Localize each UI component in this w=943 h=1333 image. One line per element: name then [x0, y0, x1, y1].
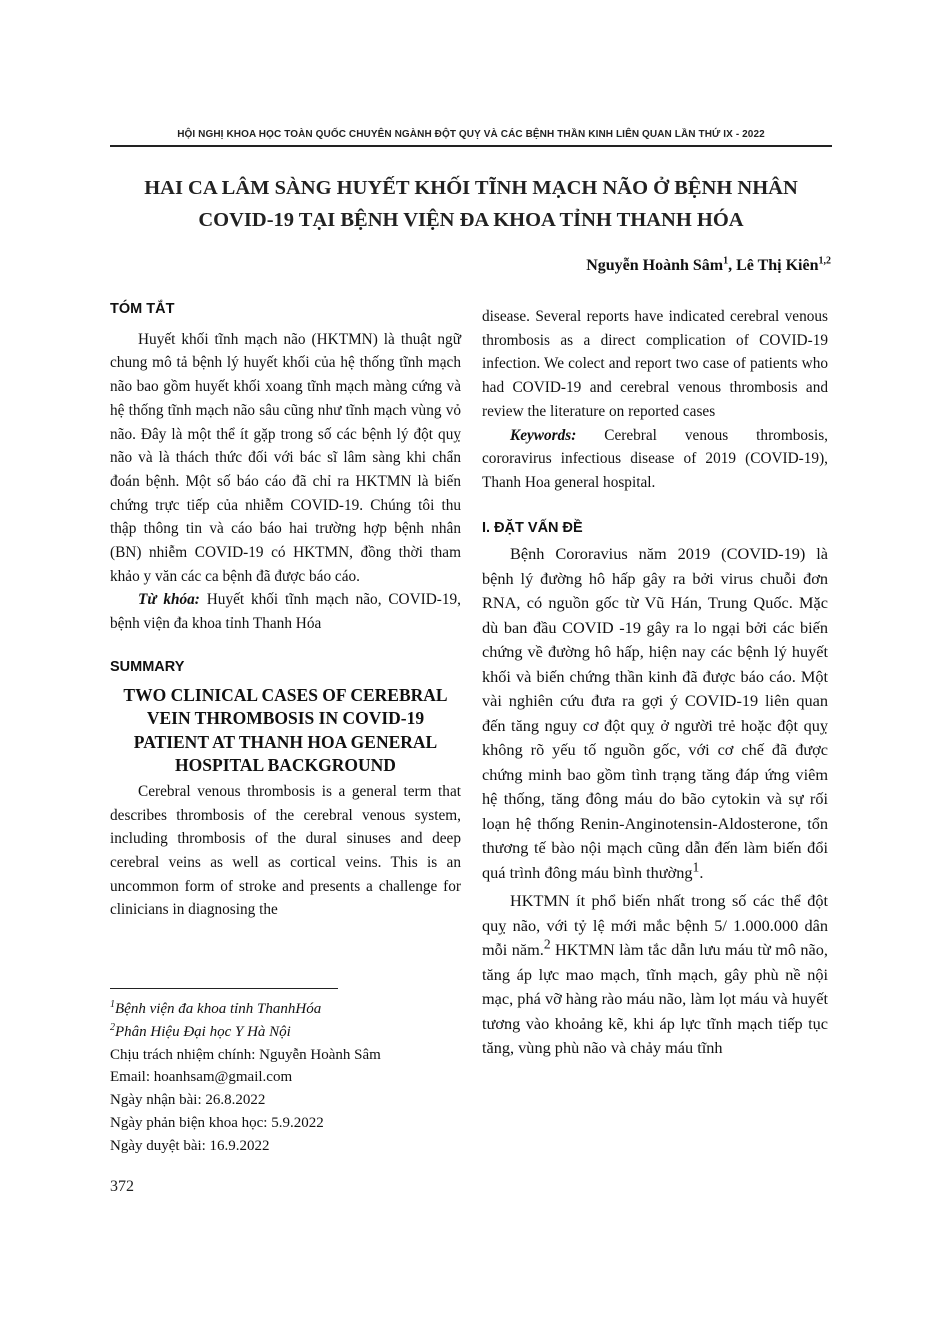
- affiliation-2-text: Phân Hiệu Đại học Y Hà Nội: [115, 1023, 291, 1040]
- author-2: Lê Thị Kiên: [736, 257, 819, 274]
- author-line: [586, 257, 831, 275]
- author-2-affiliation: 1,2: [818, 255, 831, 267]
- summary-body-right: disease. Several reports have indicated cerebral venous thrombosis as a direct complication of COVID-19 infection. We colect and report two case of patients who had COVID-19 and cerebral venous thrombosis and review the literature on reported cases: [482, 308, 828, 420]
- date-reviewed: Ngày phản biện khoa học: 5.9.2022: [110, 1114, 324, 1131]
- keywords-label-vi: Từ khóa:: [138, 591, 200, 609]
- citation-1: 1: [692, 859, 700, 875]
- article-title: [110, 172, 832, 236]
- author-1: Nguyễn Hoành Sâm: [586, 257, 724, 274]
- affiliation-1: [110, 998, 470, 1021]
- author-separator: ,: [728, 257, 737, 274]
- summary-heading: SUMMARY: [110, 658, 185, 675]
- abstract-keywords: [110, 588, 461, 635]
- keywords-label-en: Keywords:: [510, 426, 577, 444]
- summary-title: TWO CLINICAL CASES OF CEREBRAL VEIN THROMBOSIS IN COVID-19 PATIENT AT THANH HOA GENERAL HOSPITAL BACKGROUND: [123, 684, 448, 776]
- contact-email: Email: hoanhsam@gmail.com: [110, 1069, 293, 1086]
- right-column: [482, 305, 828, 1061]
- section-1-paragraph-1-end: .: [699, 862, 704, 882]
- affiliation-2-marker: 2: [110, 1021, 115, 1033]
- section-1-heading: I. ĐẶT VẤN ĐỀ: [482, 519, 583, 536]
- responsible-author: Chịu trách nhiệm chính: Nguyễn Hoành Sâm: [110, 1046, 381, 1063]
- abstract-heading: TÓM TẮT: [110, 301, 175, 317]
- section-1-paragraph-1: [482, 542, 828, 885]
- keywords-en: Cerebral venous thrombosis, cororavirus infectious disease of 2019 (COVID-19), Thanh Hoa general hospital.: [482, 426, 828, 491]
- section-1-paragraph-2-text-a: HKTMN ít phổ biến nhất trong số các thể đột quỵ não, với tỷ lệ mới mắc bệnh 5/ 1.000.000 dân mỗi năm.: [482, 891, 828, 960]
- date-received: Ngày nhận bài: 26.8.2022: [110, 1092, 266, 1109]
- affiliation-2: [110, 1021, 470, 1044]
- date-approved: Ngày duyệt bài: 16.9.2022: [110, 1137, 270, 1154]
- affiliation-1-text: Bệnh viện đa khoa tỉnh ThanhHóa: [115, 1001, 322, 1017]
- article-title-line-2: COVID-19 TẠI BỆNH VIỆN ĐA KHOA TỈNH THANH HÓA: [198, 209, 744, 231]
- running-header: HỘI NGHỊ KHOA HỌC TOÀN QUỐC CHUYÊN NGÀNH ĐỘT QUỴ VÀ CÁC BỆNH THẦN KINH LIÊN QUAN LẦN THỨ IX - 2022: [177, 129, 765, 140]
- summary-body-left: Cerebral venous thrombosis is a general term that describes thrombosis of the cerebral venous system, including thrombosis of the dural sinuses and deep cerebral veins as well as cortical veins. This is an uncommon form of stroke and presents a challenge for clinicians in diagnosing the: [110, 782, 461, 919]
- page-number: 372: [110, 1178, 134, 1195]
- section-1-paragraph-2: [482, 889, 828, 1061]
- article-title-line-1: HAI CA LÂM SÀNG HUYẾT KHỐI TĨNH MẠCH NÃO Ở BỆNH NHÂN: [144, 177, 798, 199]
- footnote-rule: [110, 988, 338, 989]
- citation-2: 2: [543, 936, 551, 952]
- author-1-affiliation: 1: [723, 255, 729, 267]
- affiliation-1-marker: 1: [110, 999, 115, 1010]
- header-rule: [110, 145, 832, 147]
- section-1-paragraph-2-text-b: HKTMN làm tắc dẫn lưu máu từ mô não, tăng áp lực mao mạch, tĩnh mạch, gây phù nề nội mạc, phá vỡ hàng rào máu não, làm lọt máu và huyết tương vào khoảng kẽ, khi áp lực tĩnh mạch tiếp tục tăng, vùng phù não và chảy máu tĩnh: [482, 940, 828, 1058]
- abstract-body: Huyết khối tĩnh mạch não (HKTMN) là thuật ngữ chung mô tả bệnh lý huyết khối của hệ thống tĩnh mạch não bao gồm huyết khối xoang tĩnh mạch màng cứng và hệ thống tĩnh mạch não sâu cũng như tĩnh mạch vùng vỏ não. Đây là một thể ít gặp trong số các bệnh lý đột quỵ não và là thách thức đối với bác sĩ lâm sàng khi chẩn đoán bệnh. Một số báo cáo đã chỉ ra HKTMN là biến chứng trực tiếp của nhiễm COVID-19. Chúng tôi thu thập thông tin và cáo báo hai trường hợp bệnh nhân (BN) nhiễm COVID-19 có HKTMN, đồng thời tham khảo y văn các ca bệnh đã được báo cáo.: [110, 330, 461, 585]
- keywords-vi: Huyết khối tĩnh mạch não, COVID-19, bệnh viện đa khoa tỉnh Thanh Hóa: [110, 591, 462, 633]
- left-column: [110, 298, 461, 922]
- section-1-paragraph-1-text: Bệnh Cororavius năm 2019 (COVID-19) là bệnh lý đường hô hấp gây ra bởi virus chuỗi đơn RNA, có nguồn gốc từ Vũ Hán, Trung Quốc. Mặc dù ban đầu COVID -19 gây ra lo ngại bởi các biến chứng về đường hô hấp, hiện nay các bệnh lý huyết khối và biến chứng thần kinh đã được báo cáo. Một vài nghiên cứu đưa ra gợi ý COVID-19 liên quan đến tăng nguy cơ đột quỵ ở người trẻ hoặc đột quỵ không rõ yếu tố nguồn gốc, với cơ chế đã được chứng minh bao gồm tình trạng tăng đáp ứng viêm hệ thống, tăng đông máu do bão cytokin và sự rối loạn hệ thống Renin-Anginotensin-Aldosterone, tổn thương tế bào nội mạch cũng dẫn đến làm biến đổi quá trình đông máu bình thường: [482, 544, 828, 882]
- summary-keywords: [482, 424, 828, 495]
- footnotes: [110, 998, 470, 1158]
